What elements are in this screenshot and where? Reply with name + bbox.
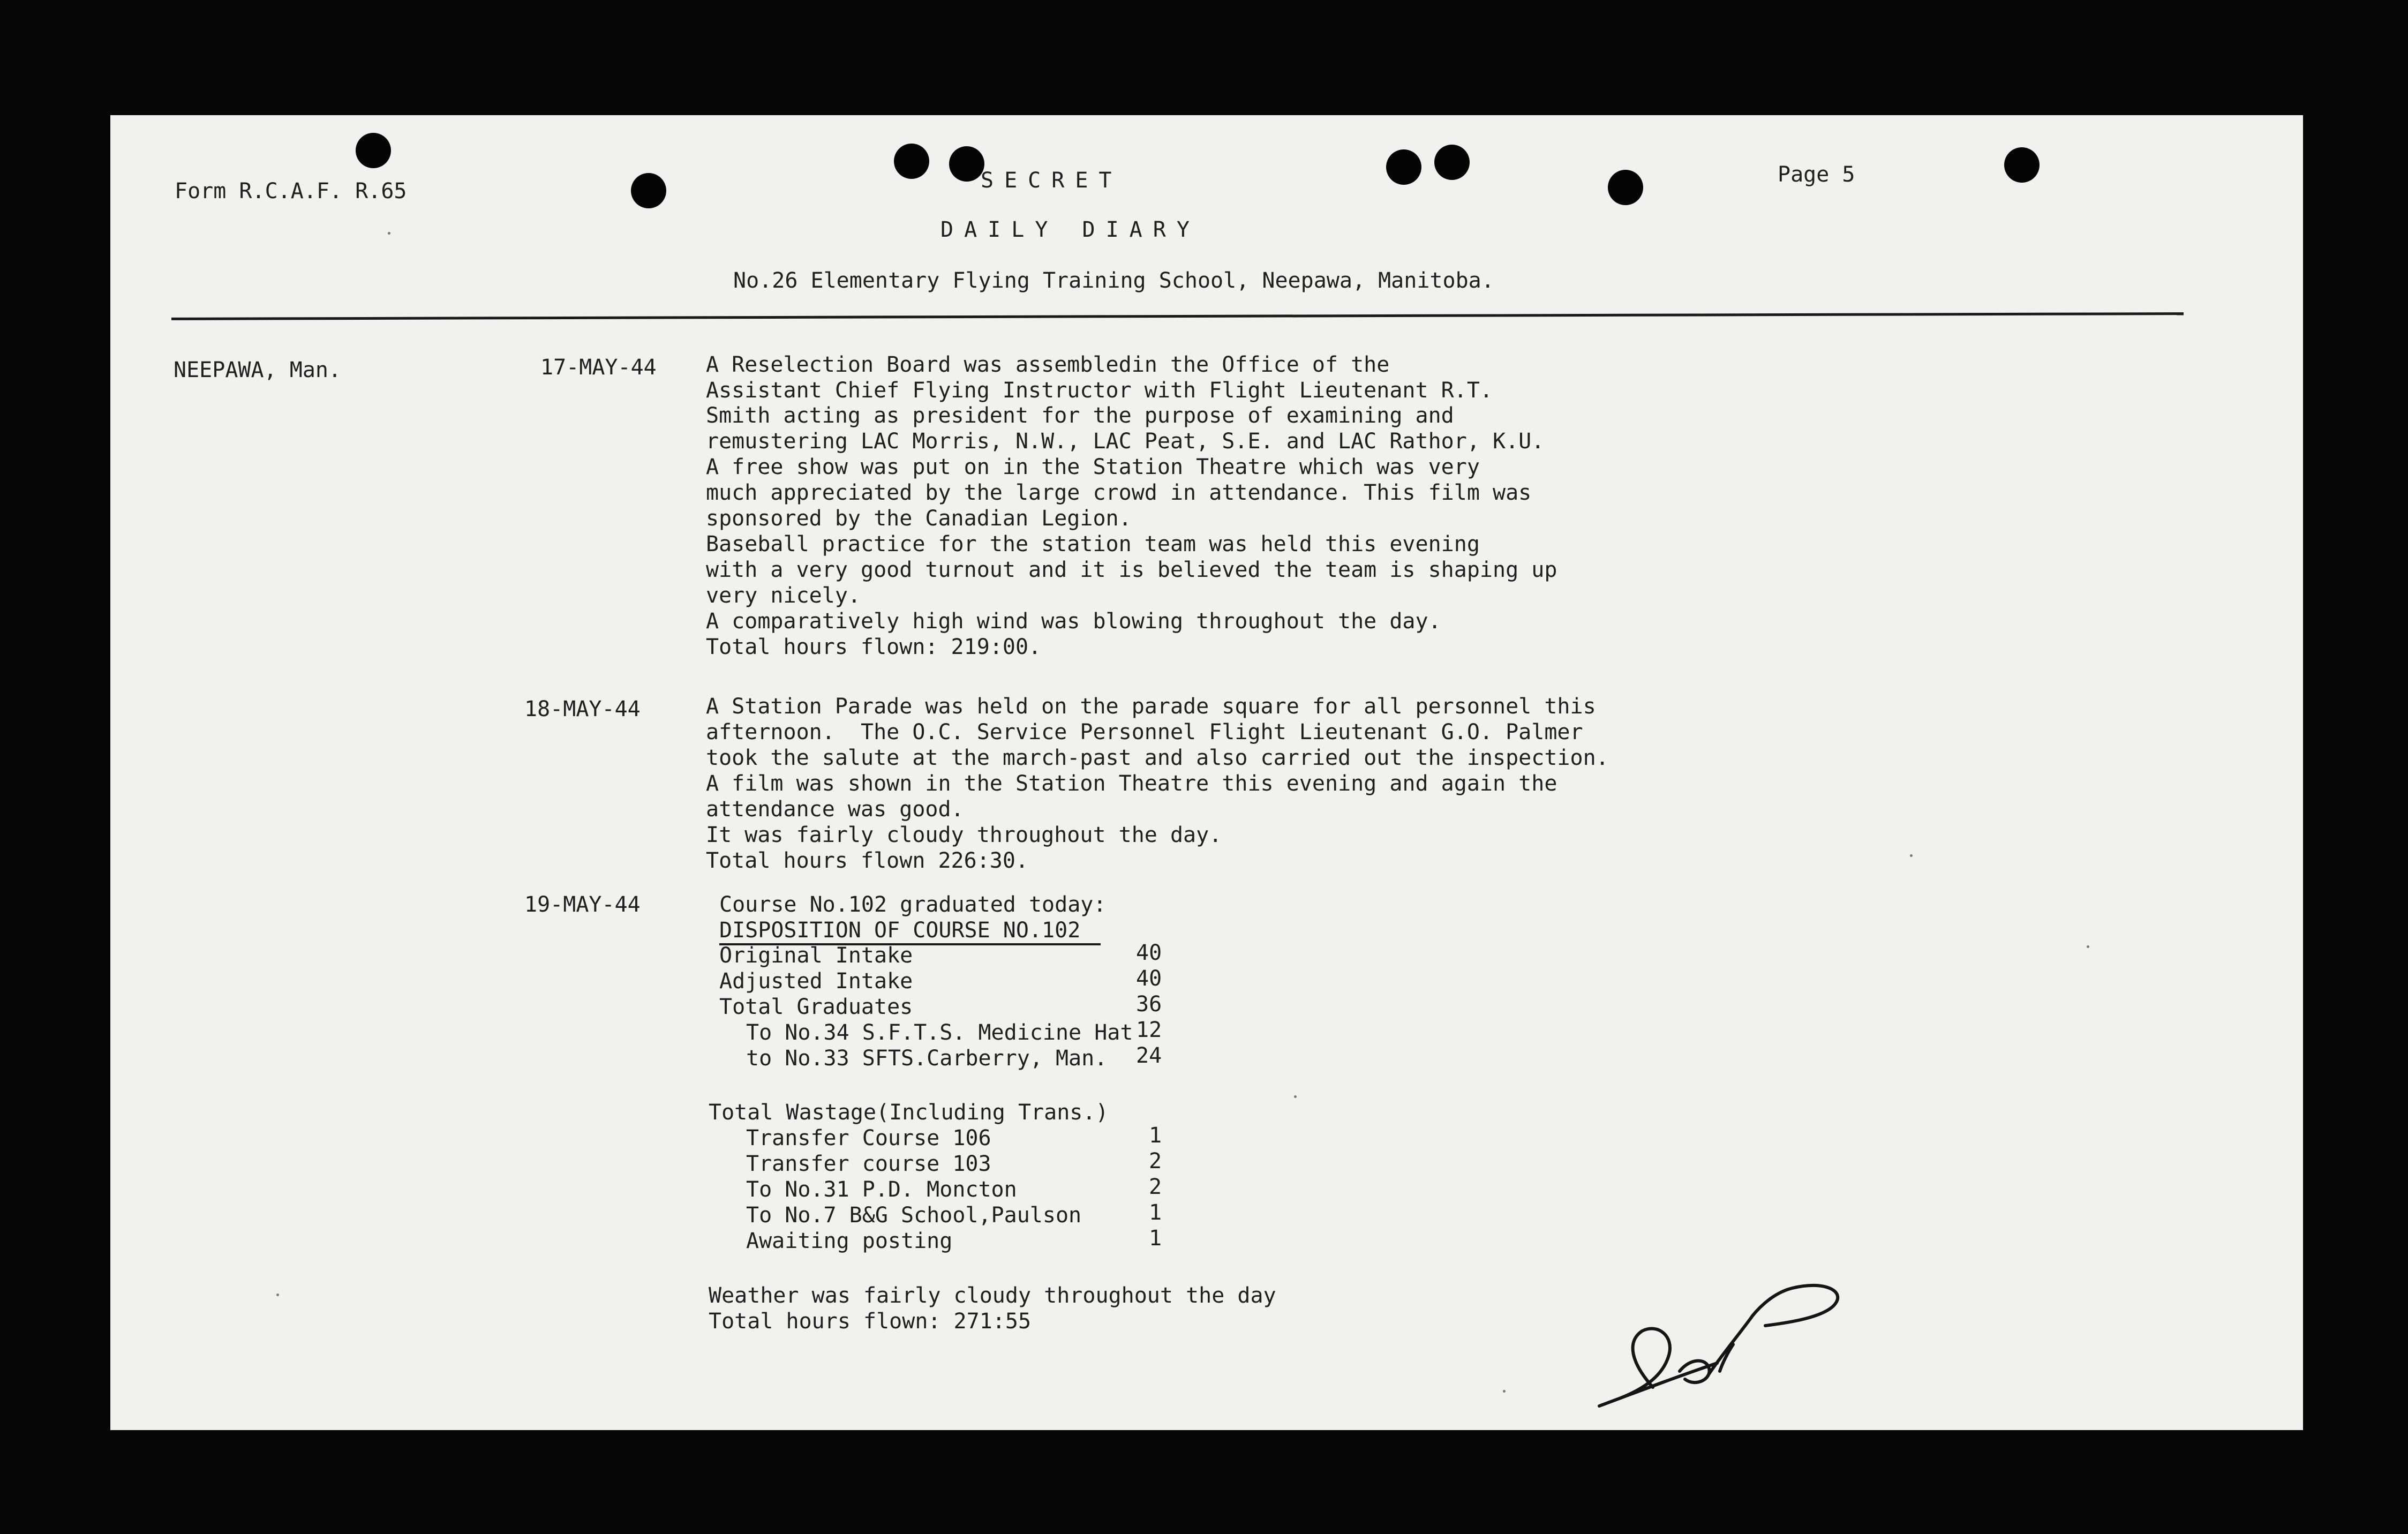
- intake-value: 40: [1136, 941, 1162, 965]
- classification: SECRET: [981, 168, 1123, 193]
- entry-line: A comparatively high wind was blowing throughout the day.: [706, 609, 1441, 634]
- unit-name: No.26 Elementary Flying Training School, Neepawa, Manitoba.: [733, 268, 1494, 293]
- intake-label: Total Graduates: [719, 995, 913, 1019]
- intake-value: 12: [1136, 1018, 1162, 1042]
- entry-line: remustering LAC Morris, N.W., LAC Peat, S.E. and LAC Rathor, K.U.: [706, 429, 1545, 454]
- entry-line: A film was shown in the Station Theatre this evening and again the: [706, 771, 1557, 796]
- entry-date: 19-MAY-44: [524, 892, 641, 917]
- intake-label: Original Intake: [719, 943, 913, 968]
- entry-line: afternoon. The O.C. Service Personnel Flight Lieutenant G.O. Palmer: [706, 720, 1583, 745]
- wastage-value: 2: [1149, 1149, 1162, 1174]
- intake-value: 36: [1136, 992, 1162, 1017]
- intake-label: Adjusted Intake: [719, 969, 913, 994]
- entry-line: very nicely.: [706, 583, 861, 608]
- entry-line: Smith acting as president for the purpose of examining and: [706, 403, 1454, 428]
- entry-line: sponsored by the Canadian Legion.: [706, 506, 1132, 531]
- entry-line: much appreciated by the large crowd in attendance. This film was: [706, 480, 1532, 505]
- wastage-heading: Total Wastage(Including Trans.): [709, 1100, 1109, 1125]
- wastage-label: To No.31 P.D. Moncton: [746, 1177, 1017, 1202]
- wastage-value: 1: [1149, 1200, 1162, 1225]
- intake-value: 40: [1136, 966, 1162, 991]
- wastage-value: 2: [1149, 1175, 1162, 1199]
- wastage-label: Awaiting posting: [746, 1229, 953, 1253]
- entry-line: Total hours flown 226:30.: [706, 848, 1029, 873]
- intake-label: To No.34 S.F.T.S. Medicine Hat: [746, 1020, 1133, 1045]
- entry-line: Assistant Chief Flying Instructor with Flight Lieutenant R.T.: [706, 378, 1493, 403]
- wastage-label: Transfer Course 106: [746, 1126, 991, 1150]
- entry-line: Total hours flown: 271:55: [709, 1309, 1032, 1334]
- wastage-value: 1: [1149, 1123, 1162, 1148]
- entry-line: took the salute at the march-past and also carried out the inspection.: [706, 746, 1609, 770]
- entry-date: 18-MAY-44: [524, 697, 641, 721]
- entry-line: A Reselection Board was assembledin the Office of the: [706, 352, 1390, 377]
- diary-page: [110, 115, 2303, 1430]
- entry-line: attendance was good.: [706, 797, 964, 822]
- graduation-intro: Course No.102 graduated today:: [719, 892, 1107, 917]
- entry-line: Total hours flown: 219:00.: [706, 635, 1042, 659]
- entry-line: Weather was fairly cloudy throughout the day: [709, 1283, 1276, 1308]
- handwritten-initials: [110, 115, 2303, 1430]
- intake-value: 24: [1136, 1043, 1162, 1068]
- disposition-heading: DISPOSITION OF COURSE NO.102: [719, 918, 1081, 943]
- entry-date: 17-MAY-44: [540, 355, 657, 380]
- entry-line: with a very good turnout and it is believed the team is shaping up: [706, 558, 1557, 582]
- entry-line: A Station Parade was held on the parade square for all personnel this: [706, 694, 1596, 719]
- entry-line: It was fairly cloudy throughout the day.: [706, 823, 1222, 847]
- form-number: Form R.C.A.F. R.65: [175, 179, 407, 204]
- intake-label: to No.33 SFTS.Carberry, Man.: [746, 1046, 1108, 1071]
- wastage-value: 1: [1149, 1226, 1162, 1251]
- diary-title: DAILY DIARY: [940, 217, 1200, 242]
- entry-line: Baseball practice for the station team was held this evening: [706, 532, 1480, 557]
- wastage-label: Transfer course 103: [746, 1152, 991, 1176]
- wastage-label: To No.7 B&G School,Paulson: [746, 1203, 1082, 1228]
- place: NEEPAWA, Man.: [174, 358, 342, 382]
- page-number: Page 5: [1778, 162, 1855, 187]
- entry-line: A free show was put on in the Station Theatre which was very: [706, 455, 1480, 479]
